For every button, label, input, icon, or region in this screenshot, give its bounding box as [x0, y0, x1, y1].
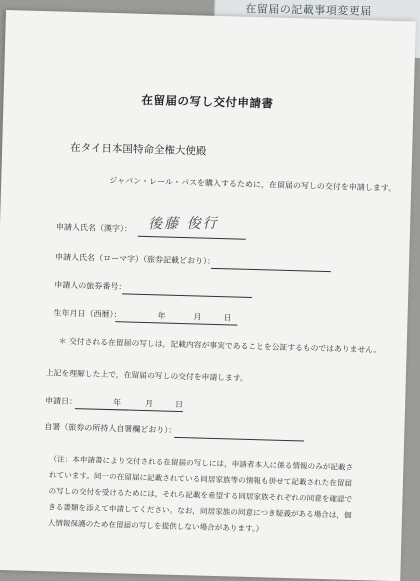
application-date-year: 年 — [112, 398, 122, 408]
notes-paragraph — [47, 451, 379, 540]
application-date-line — [75, 408, 183, 412]
application-date-month: 月 — [144, 399, 154, 409]
background-sheet-title: 在留届の記載事項変更届 — [245, 2, 372, 18]
name-roman-label: 申請人氏名（ローマ字）（旅券記載どおり）： — [54, 252, 216, 266]
dob-label: 生年月日（西暦）： — [53, 308, 122, 320]
application-date-day: 日 — [174, 399, 184, 410]
name-kanji-handwritten: 後藤 俊行 — [148, 215, 219, 233]
dob-year: 年 — [157, 311, 166, 321]
passport-number-line — [122, 293, 252, 298]
disclaimer-note: ＊ 交付される在留届の写しは，記載内容が事実であることを公証するものではありません。 — [58, 336, 382, 355]
name-kanji-label: 申請人氏名（漢字）： — [55, 222, 133, 234]
dob-day: 日 — [223, 313, 232, 323]
passport-number-label: 申請人の旅券番号： — [54, 280, 127, 292]
signature-line — [174, 437, 304, 442]
notes-line: れています。同一の在留届に記載されている同居家族等の情報も併せて記載された在留届 — [48, 470, 353, 488]
agreement-statement: 上記を理解した上で，在留届の写しの交付を申請します。 — [45, 368, 248, 383]
notes-line: 人情報保護のため在留届の写しを提供しない場合があります。） — [47, 518, 264, 534]
form-addressee: 在タイ日本国特命全権大使殿 — [70, 141, 207, 158]
form-title: 在留届の写し交付申請書 — [141, 92, 274, 111]
dob-line — [115, 321, 237, 325]
application-form-page — [0, 10, 416, 581]
name-kanji-line — [138, 236, 246, 240]
name-roman-line — [211, 268, 331, 272]
dob-month: 月 — [193, 312, 202, 322]
notes-line: きる書類を添えて申請してください。なお，同居家族の同意につき疑義がある場合は，個 — [48, 502, 352, 520]
signature-label: 自署（旅券の所持人自署欄どおり）： — [44, 422, 177, 435]
notes-line: の写しの交付を受けるためには，それら記載を希望する同居家族それぞれの同意を確認で — [48, 486, 353, 504]
application-date-label: 申請日： — [44, 396, 78, 407]
form-intro: ジャパン・レール・パスを購入するために，在留届の写しの交付を申請します。 — [109, 175, 397, 193]
notes-line: （注：本申請書により交付される在留届の写しには，申請者本人に係る情報のみが記載さ — [49, 454, 354, 472]
